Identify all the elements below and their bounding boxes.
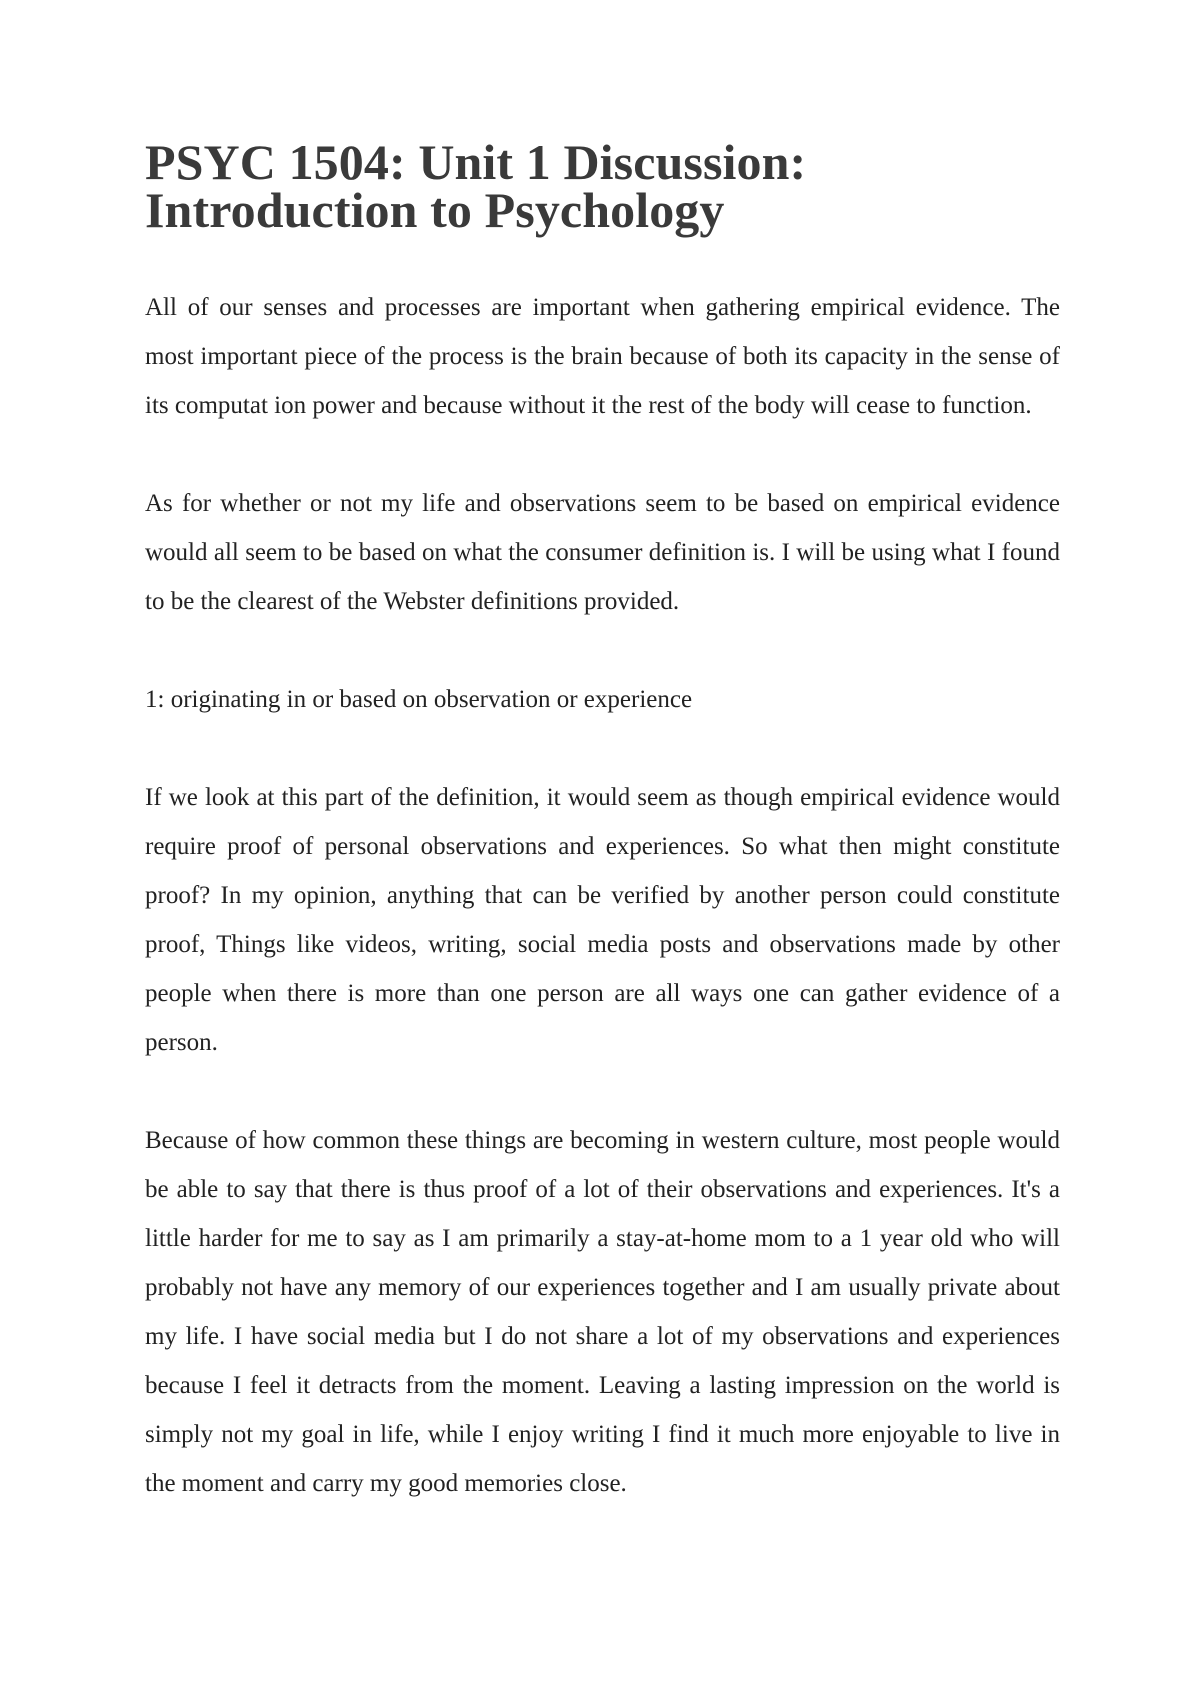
document-title: PSYC 1504: Unit 1 Discussion: Introduction to Psychology	[145, 134, 807, 238]
paragraph-western-culture: Because of how common these things are becoming in western culture, most people would be able to say that there is thus proof of a lot of their observations and experiences. It's a little harder for me to say as I am primarily a stay-at-home mom to a 1 year old who will probably not have any memory of our experiences together and I am usually private about my life. I have social media but I do not share a lot of my observations and experiences because I feel it detracts from the moment. Leaving a lasting impression on the world is simply not my goal in life, while I enjoy writing I find it much more enjoyable to live in the moment and carry my good memories close.	[145, 1127, 1060, 1497]
spacer	[145, 234, 1060, 283]
spacer	[145, 430, 1060, 479]
spacer	[145, 1067, 1060, 1116]
paragraph-proof: If we look at this part of the definition, it would seem as though empirical evidence would require proof of personal observations and experiences. So what then might constitute proof? In my opinion, anything that can be verified by another person could constitute proof, Things like videos, writing, social media posts and observations made by other people when there is more than one person are all ways one can gather evidence of a person.	[145, 784, 1060, 1056]
spacer	[145, 626, 1060, 675]
paragraph-definition: 1: originating in or based on observation or experience	[145, 686, 693, 713]
document-page	[145, 134, 1060, 1508]
paragraph-empirical-senses: All of our senses and processes are important when gathering empirical evidence. The most important piece of the process is the brain because of both its capacity in the sense of its computat ion power and because without it the rest of the body will cease to function.	[145, 294, 1060, 419]
spacer	[145, 724, 1060, 773]
paragraph-life-observations: As for whether or not my life and observations seem to be based on empirical evidence would all seem to be based on what the consumer definition is. I will be using what I found to be the clearest of the Webster definitions provided.	[145, 490, 1060, 615]
